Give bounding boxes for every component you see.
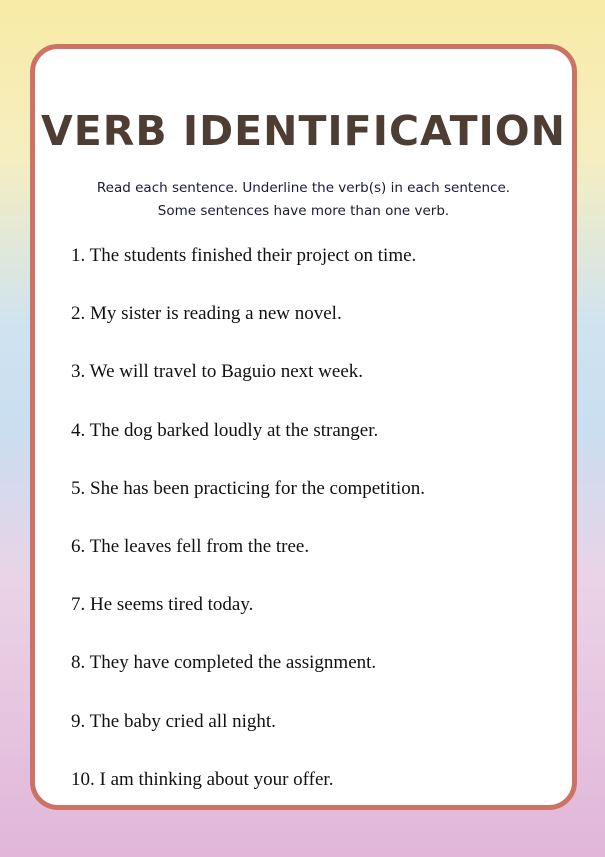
instructions-line-1: Read each sentence. Underline the verb(s) in each sentence. — [96, 180, 511, 196]
sentence-item: 5. She has been practicing for the competition. — [71, 477, 426, 499]
sentence-item: 2. My sister is reading a new novel. — [71, 303, 342, 325]
sentence-item: 3. We will travel to Baguio next week. — [71, 361, 364, 383]
sentence-item: 8. They have completed the assignment. — [71, 652, 377, 674]
sentence-item: 7. He seems tired today. — [71, 594, 254, 616]
instructions-line-2: Some sentences have more than one verb. — [157, 203, 450, 219]
sentence-item: 10. I am thinking about your offer. — [71, 768, 334, 790]
page-title: VERB IDENTIFICATION — [41, 107, 566, 155]
sentence-item: 1. The students finished their project on time. — [71, 245, 417, 266]
sentence-item: 6. The leaves fell from the tree. — [71, 535, 310, 557]
worksheet-card — [30, 44, 577, 810]
sentence-list — [71, 244, 425, 826]
instructions — [35, 177, 572, 223]
sentence-item: 4. The dog barked loudly at the stranger. — [71, 419, 379, 441]
sentence-item: 9. The baby cried all night. — [71, 710, 276, 732]
